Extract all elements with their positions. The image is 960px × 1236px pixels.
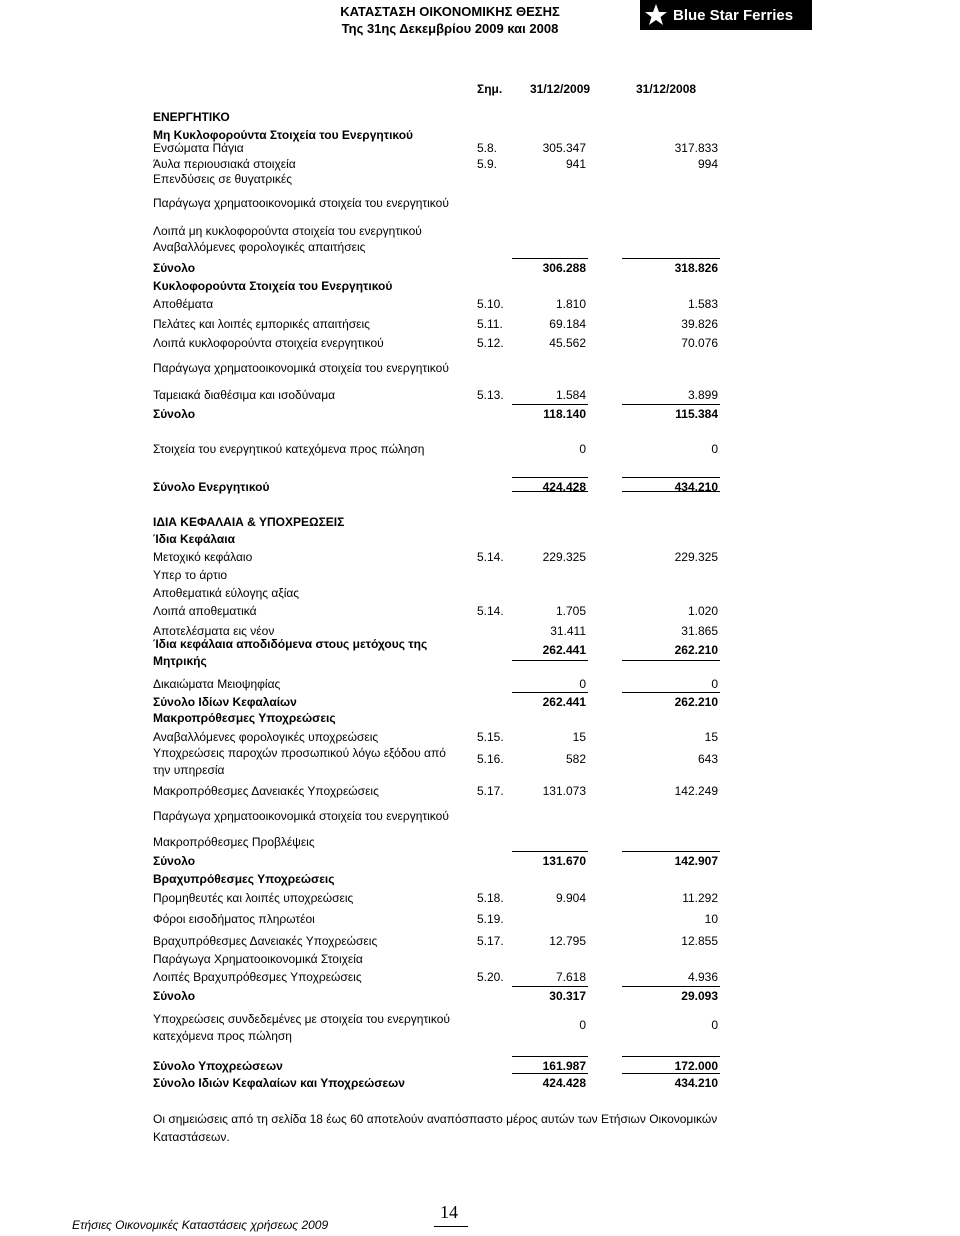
total-rule <box>512 1073 588 1074</box>
total-rule <box>512 404 588 405</box>
row-label: Παράγωγα Χρηματοοικονομικά Στοιχεία <box>153 952 363 966</box>
table-row <box>0 710 960 726</box>
col-2009-header: 31/12/2009 <box>530 82 591 96</box>
row-note: 5.11. <box>477 317 503 331</box>
row-value-2009: 15 <box>572 730 586 744</box>
row-value-2009: 1.584 <box>555 388 586 402</box>
row-label: Αποθεματικά εύλογης αξίας <box>153 586 300 600</box>
row-label: Στοιχεία του ενεργητικού κατεχόμενα προς πώληση <box>153 442 425 456</box>
row-value-2008: 12.855 <box>681 934 718 948</box>
table-row <box>0 195 960 211</box>
total-rule <box>622 477 720 478</box>
row-label: Παράγωγα χρηματοοικονομικά στοιχεία του ενεργητικού <box>153 196 449 210</box>
table-row <box>0 223 960 239</box>
row-value-2008: 0 <box>711 442 718 456</box>
table-row <box>0 933 960 949</box>
row-label: ΙΔΙΑ ΚΕΦΑΛΑΙΑ & ΥΠΟΧΡΕΩΣΕΙΣ <box>153 515 345 529</box>
total-rule <box>622 1056 720 1057</box>
row-label: Σύνολο Ενεργητικού <box>153 480 270 494</box>
table-row <box>0 335 960 351</box>
table-row <box>0 296 960 312</box>
row-label: Σύνολο Ιδίων Κεφαλαίων <box>153 695 297 709</box>
row-label: Βραχυπρόθεσμες Υποχρεώσεις <box>153 872 335 886</box>
row-label: Υποχρεώσεις συνδεδεμένες με στοιχεία του ενεργητικού κατεχόμενα προς πώληση <box>153 1012 450 1043</box>
table-row <box>0 783 960 799</box>
row-value-2009: 0 <box>579 677 586 691</box>
row-value-2009: 0 <box>579 442 586 456</box>
table-row <box>0 239 960 255</box>
total-rule <box>622 258 720 259</box>
row-label: Αναβαλλόμενες φορολογικές υποχρεώσεις <box>153 730 379 744</box>
row-label: ΕΝΕΡΓΗΤΙΚΟ <box>153 110 230 124</box>
row-value-2008: 317.833 <box>674 141 718 155</box>
col-2008-header: 31/12/2008 <box>636 82 697 96</box>
total-rule <box>512 692 588 693</box>
row-value-2008: 172.000 <box>674 1059 718 1073</box>
row-label: Μη Κυκλοφορούντα Στοιχεία του Ενεργητικού <box>153 128 414 142</box>
row-value-2008: 262.210 <box>674 695 718 709</box>
row-value-2008: 142.249 <box>674 784 718 798</box>
row-value-2008: 10 <box>704 912 718 926</box>
total-rule <box>512 477 588 478</box>
table-row <box>0 156 960 172</box>
row-note: 5.17. <box>477 784 504 798</box>
row-label: Παράγωγα χρηματοοικονομικά στοιχεία του ενεργητικού <box>153 809 449 823</box>
row-label: Άυλα περιουσιακά στοιχεία <box>153 157 296 171</box>
row-value-2009: 582 <box>565 752 586 766</box>
row-value-2008: 318.826 <box>674 261 718 275</box>
row-value-2008: 1.583 <box>687 297 718 311</box>
row-note: 5.15. <box>477 730 504 744</box>
row-label: Επενδύσεις σε θυγατρικές <box>153 172 293 186</box>
row-label: Μακροπρόθεσμες Προβλέψεις <box>153 835 315 849</box>
page-number: 14 <box>440 1202 458 1222</box>
row-value-2009: 229.325 <box>542 550 586 564</box>
table-row <box>0 316 960 332</box>
row-label: Βραχυπρόθεσμες Δανειακές Υποχρεώσεις <box>153 934 378 948</box>
total-rule <box>512 660 588 661</box>
row-value-2009: 69.184 <box>549 317 586 331</box>
table-row <box>0 729 960 745</box>
total-rule <box>512 491 588 492</box>
row-label: Μετοχικό κεφάλαιο <box>153 550 253 564</box>
row-note: 5.9. <box>477 157 498 171</box>
col-note-header: Σημ. <box>477 82 503 96</box>
table-row <box>0 567 960 583</box>
row-label: Υπερ το άρτιο <box>153 568 228 582</box>
table-row <box>0 890 960 906</box>
table-row <box>0 140 960 156</box>
row-note: 5.17. <box>477 934 504 948</box>
row-value-2009: 118.140 <box>543 407 586 421</box>
table-row <box>0 514 960 530</box>
row-label: Δικαιώματα Μειοψηφίας <box>153 677 281 691</box>
total-rule <box>622 1073 720 1074</box>
table-row <box>0 969 960 985</box>
table-row <box>0 387 960 403</box>
total-rule <box>512 851 588 852</box>
table-row <box>0 623 960 639</box>
row-value-2009: 12.795 <box>549 934 586 948</box>
row-label: Αναβαλλόμενες φορολογικές απαιτήσεις <box>153 240 366 254</box>
row-label: Υποχρεώσεις παροχών προσωπικού λόγω εξόδου από την υπηρεσία <box>153 746 446 777</box>
row-value-2009: 306.288 <box>542 261 586 275</box>
row-value-2009: 0 <box>579 1018 586 1032</box>
row-value-2009: 1.705 <box>555 604 586 618</box>
row-value-2009: 131.073 <box>542 784 586 798</box>
row-value-2009: 424.428 <box>542 1076 586 1090</box>
table-row <box>0 911 960 927</box>
row-value-2008: 15 <box>704 730 718 744</box>
row-label: Σύνολο <box>153 989 196 1003</box>
total-rule <box>622 986 720 987</box>
row-value-2009: 262.441 <box>542 695 586 709</box>
page-subtitle: Της 31ης Δεκεμβρίου 2009 και 2008 <box>341 21 559 36</box>
row-value-2009: 424.428 <box>542 480 586 494</box>
table-row <box>0 260 960 276</box>
row-value-2009: 305.347 <box>542 141 586 155</box>
logo-text: Blue Star Ferries <box>673 6 794 24</box>
row-value-2009: 131.670 <box>542 854 586 868</box>
table-row <box>0 853 960 869</box>
row-note: 5.18. <box>477 891 504 905</box>
page-title: ΚΑΤΑΣΤΑΣΗ ΟΙΚΟΝΟΜΙΚΗΣ ΘΕΣΗΣ <box>340 4 560 19</box>
row-value-2009: 941 <box>565 157 586 171</box>
company-logo <box>640 0 812 30</box>
row-label: Λοιπά αποθεματικά <box>153 604 257 618</box>
row-value-2009: 45.562 <box>549 336 586 350</box>
row-label: Ταμειακά διαθέσιμα και ισοδύναμα <box>153 388 336 402</box>
row-value-2008: 3.899 <box>687 388 718 402</box>
table-row <box>0 585 960 601</box>
row-label: Μακροπρόθεσμες Υποχρεώσεις <box>153 711 336 725</box>
row-value-2008: 434.210 <box>674 1076 718 1090</box>
row-note: 5.10. <box>477 297 504 311</box>
table-row <box>0 746 960 777</box>
table-row <box>0 808 960 824</box>
page-number-rule <box>434 1226 468 1227</box>
row-value-2008: 39.826 <box>681 317 718 331</box>
row-value-2009: 31.411 <box>550 624 586 638</box>
row-note: 5.12. <box>477 336 504 350</box>
star-icon <box>643 2 669 28</box>
total-rule <box>622 851 720 852</box>
total-rule <box>622 404 720 405</box>
row-label: Σύνολο <box>153 261 196 275</box>
row-note: 5.20. <box>477 970 504 984</box>
table-row <box>0 637 960 668</box>
row-value-2008: 0 <box>711 1018 718 1032</box>
row-label: Αποτελέσματα εις νέον <box>153 624 275 638</box>
table-row <box>0 694 960 710</box>
total-rule <box>512 258 588 259</box>
table-row <box>0 988 960 1004</box>
footer-text: Ετήσιες Οικονομικές Καταστάσεις χρήσεως 2009 <box>72 1218 329 1232</box>
row-value-2008: 0 <box>711 677 718 691</box>
row-value-2008: 29.093 <box>681 989 718 1003</box>
row-value-2008: 70.076 <box>681 336 718 350</box>
row-note: 5.14. <box>477 550 504 564</box>
row-value-2008: 229.325 <box>674 550 718 564</box>
row-value-2008: 31.865 <box>681 624 718 638</box>
row-value-2008: 11.292 <box>682 891 718 905</box>
table-row <box>0 406 960 422</box>
table-row <box>0 1012 960 1043</box>
row-label: Σύνολο Υποχρεώσεων <box>153 1059 283 1073</box>
row-note: 5.16. <box>477 752 504 766</box>
row-label: Λοιπά μη κυκλοφορούντα στοιχεία του ενεργητικού <box>153 224 422 238</box>
row-label: Ίδια Κεφάλαια <box>153 532 235 546</box>
row-value-2009: 7.618 <box>555 970 586 984</box>
row-value-2008: 643 <box>697 752 718 766</box>
row-label: Λοιπά κυκλοφορούντα στοιχεία ενεργητικού <box>153 336 384 350</box>
table-row <box>0 549 960 565</box>
row-note: 5.13. <box>477 388 504 402</box>
row-label: Προμηθευτές και λοιπές υποχρεώσεις <box>153 891 354 905</box>
table-row <box>0 109 960 125</box>
row-note: 5.8. <box>477 141 498 155</box>
row-value-2009: 1.810 <box>555 297 586 311</box>
row-value-2008: 434.210 <box>674 480 718 494</box>
row-value-2009: 30.317 <box>549 989 586 1003</box>
row-value-2009: 161.987 <box>542 1059 586 1073</box>
table-row <box>0 360 960 376</box>
row-label: Λοιπές Βραχυπρόθεσμες Υποχρεώσεις <box>153 970 362 984</box>
total-rule <box>512 986 588 987</box>
row-value-2008: 262.210 <box>674 643 718 657</box>
table-row <box>0 603 960 619</box>
table-row <box>0 676 960 692</box>
table-row <box>0 171 960 187</box>
row-value-2008: 142.907 <box>674 854 718 868</box>
row-label: Μακροπρόθεσμες Δανειακές Υποχρεώσεις <box>153 784 379 798</box>
total-rule <box>622 692 720 693</box>
table-row <box>0 871 960 887</box>
row-label: Φόροι εισοδήματος πληρωτέοι <box>153 912 315 926</box>
table-row <box>0 441 960 457</box>
row-label: Ενσώματα Πάγια <box>153 141 244 155</box>
row-label: Κυκλοφορούντα Στοιχεία του Ενεργητικού <box>153 279 393 293</box>
row-value-2008: 1.020 <box>687 604 718 618</box>
row-label: Σύνολο <box>153 407 196 421</box>
row-label: Σύνολο Ιδιών Κεφαλαίων και Υποχρεώσεων <box>153 1076 405 1090</box>
row-label: Σύνολο <box>153 854 196 868</box>
table-row <box>0 531 960 547</box>
row-label: Αποθέματα <box>153 297 214 311</box>
table-row <box>0 1058 960 1074</box>
row-label: Πελάτες και λοιπές εμπορικές απαιτήσεις <box>153 317 370 331</box>
row-value-2009: 262.441 <box>542 643 586 657</box>
table-row <box>0 951 960 967</box>
total-rule <box>512 1056 588 1057</box>
total-rule <box>622 491 720 492</box>
row-value-2008: 994 <box>697 157 718 171</box>
table-row <box>0 278 960 294</box>
table-row <box>0 479 960 495</box>
footnote: Οι σημειώσεις από τη σελίδα 18 έως 60 αποτελούν αναπόσπαστο μέρος αυτών των Ετήσιων Οικονομικών Καταστάσεων. <box>153 1112 718 1144</box>
row-label: Παράγωγα χρηματοοικονομικά στοιχεία του ενεργητικού <box>153 361 449 375</box>
row-label: Ίδια κεφάλαια αποδιδόμενα στους μετόχους της Μητρικής <box>153 637 428 668</box>
row-note: 5.19. <box>477 912 504 926</box>
row-note: 5.14. <box>477 604 504 618</box>
row-value-2009: 9.904 <box>555 891 586 905</box>
total-rule <box>622 660 720 661</box>
table-row <box>0 834 960 850</box>
table-row <box>0 1075 960 1091</box>
row-value-2008: 115.384 <box>675 407 718 421</box>
row-value-2008: 4.936 <box>687 970 718 984</box>
